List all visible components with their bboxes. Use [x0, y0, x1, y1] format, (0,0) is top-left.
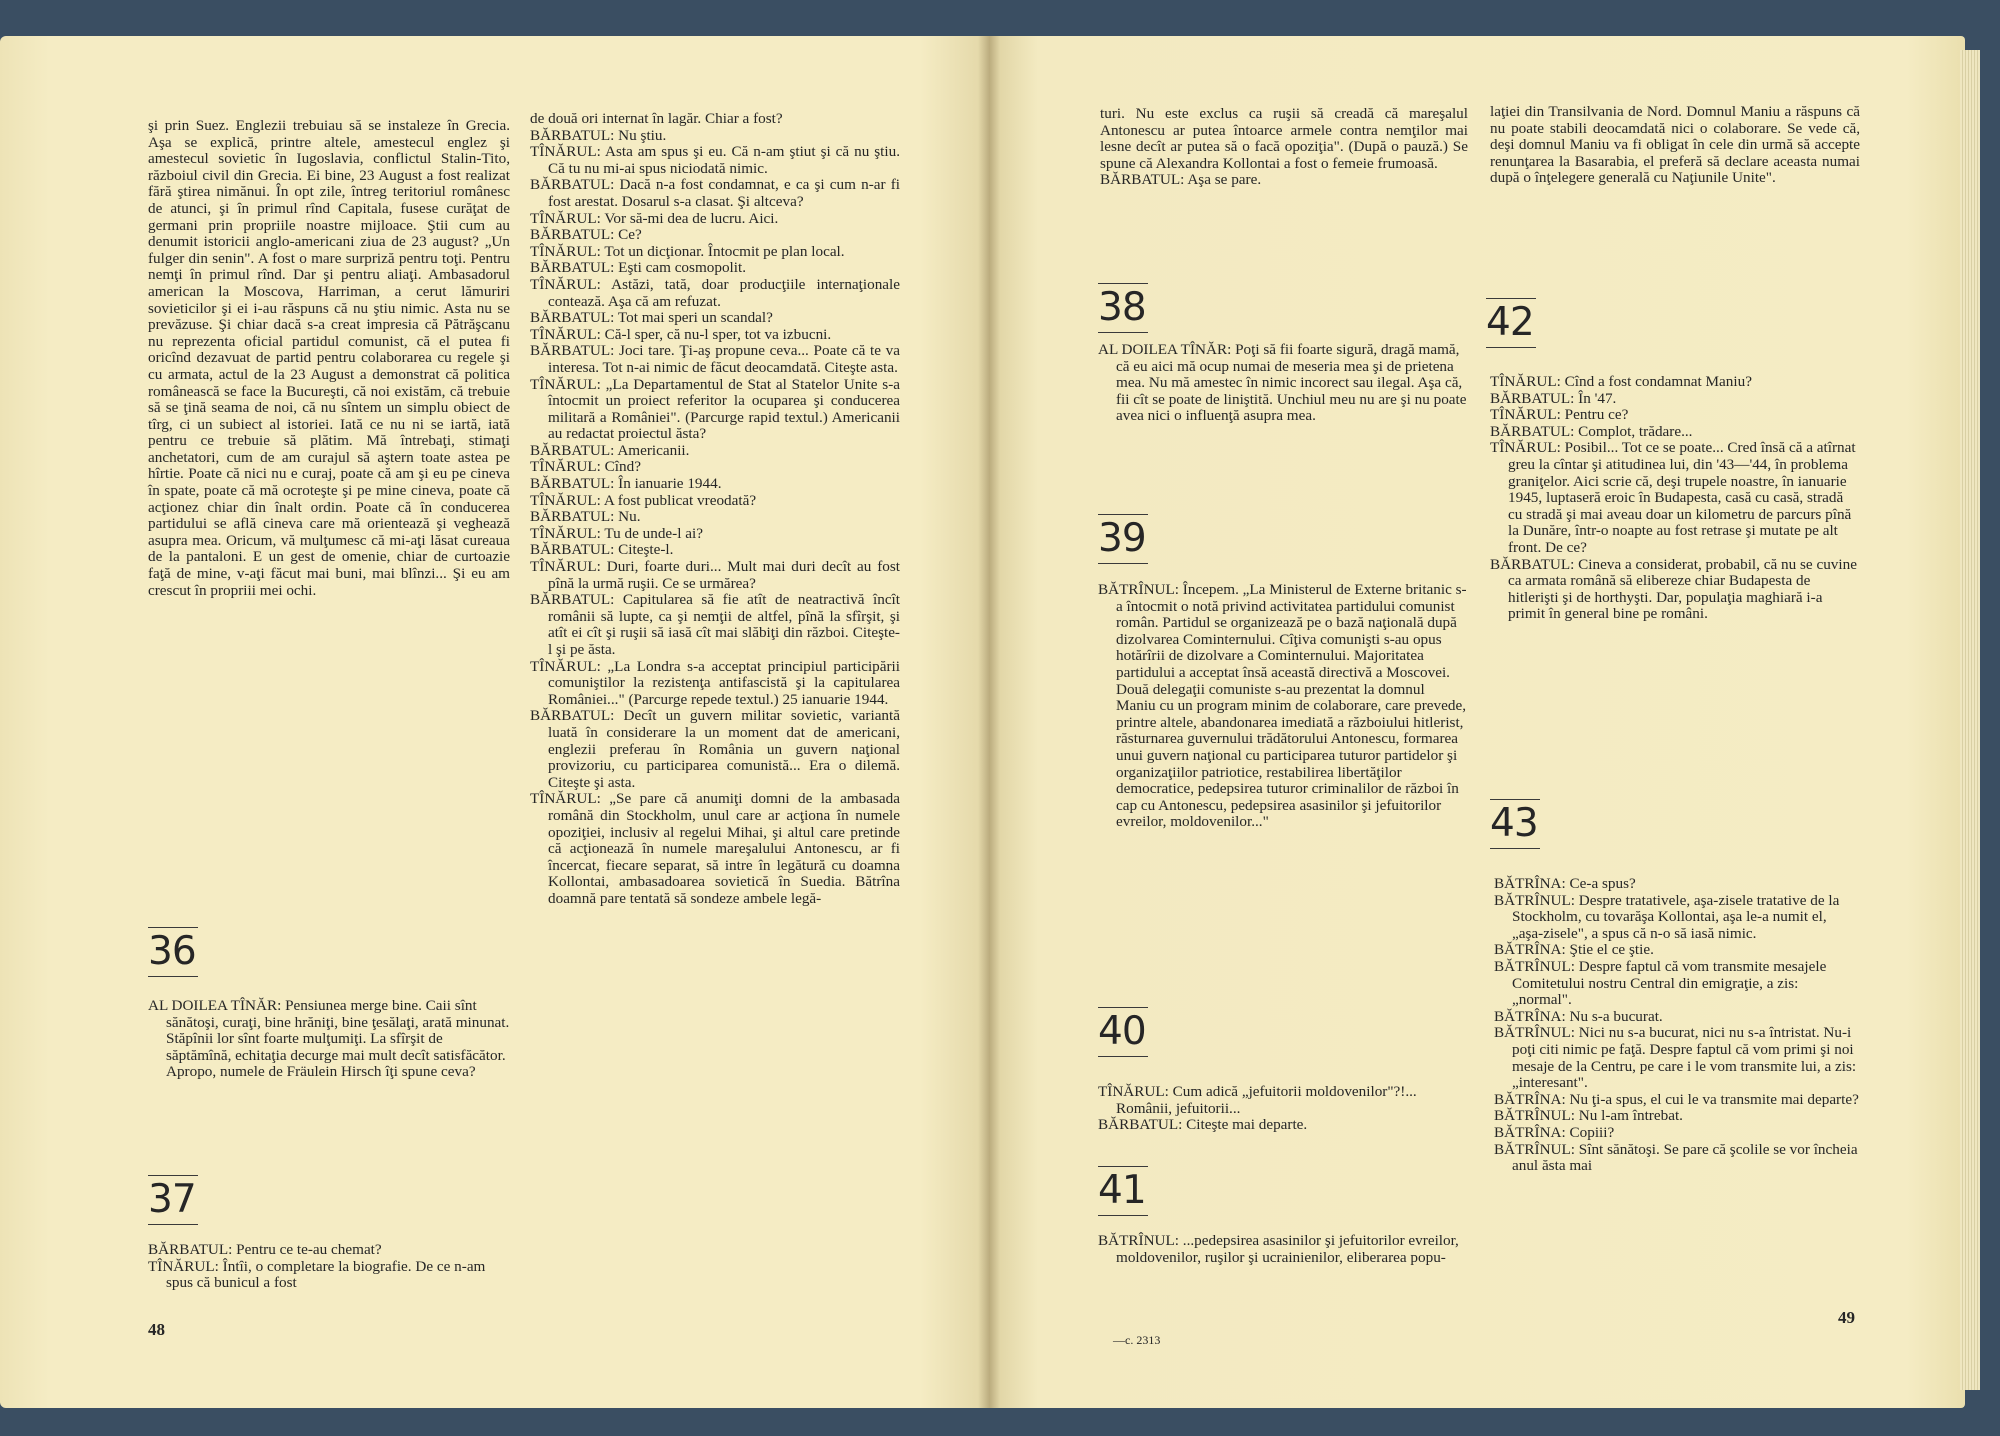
section-37-text — [148, 1242, 510, 1292]
section-43-text — [1494, 876, 1860, 1175]
dialogue-line: BĂRBATUL: În ianuarie 1944. — [530, 475, 722, 493]
dialogue-line: TÎNĂRUL: Că-l sper, că nu-l sper, tot va izbucni. — [530, 325, 832, 343]
dialogue-line: TÎNĂRUL: Tu de unde-l ai? — [530, 524, 703, 542]
dialogue-line: BĂRBATUL: Americanii. — [530, 441, 690, 459]
right-col1-top-paragraph: turi. Nu este exclus ca ruşii să creadă că mareşalul Antonescu ar putea întoarce armele contra nemţilor mai lesne decît ar putea să o facă opoziţia". (După o pauză.) Se spune că Alexandra Kollontai a fost o femeie frumoasă. — [1100, 105, 1468, 172]
dialogue-line: BĂRBATUL: Nu. — [530, 508, 641, 526]
section-42-text — [1490, 374, 1860, 623]
dialogue-line: TÎNĂRUL: Duri, foarte duri... Mult mai duri decît au fost pînă la urmă ruşii. Ce se urmărea? — [530, 558, 900, 592]
dialogue-line: TÎNĂRUL: „Se pare că anumiţi domni de la ambasada română din Stockholm, unul care ar acţiona în numele opoziţiei, inclusiv al regelui Mihai, şi altul care pretinde că acţionează în numele mareşalului Antonescu, ar fi încercat, fiecare separat, să intre în legătură cu doamna Kollontai, ambasadoarea sovietică în Suedia. Bătrîna doamnă pare tentată să sondeze ambele legă- — [530, 790, 900, 907]
footer-signature-mark: —c. 2313 — [1113, 1333, 1161, 1347]
dialogue-line: TÎNĂRUL: Cînd? — [530, 458, 641, 476]
dialogue-line: BĂTRÎNA: Ştie el ce ştie. — [1494, 941, 1654, 959]
section-39-text — [1098, 582, 1468, 831]
dialogue-line: TÎNĂRUL: „La Departamentul de Stat al Statelor Unite s-a întocmit un proiect referitor la ocuparea şi conducerea militară a României". (Parcurge rapid textul.) Americanii au redactat proiectul ăsta? — [530, 375, 900, 443]
page-edges — [1960, 50, 1980, 1390]
dialogue-line: BĂTRÎNUL: Despre faptul că vom transmite mesajele Comitetului nostru Central din emigraţie, a zis: „normal". — [1494, 957, 1827, 1009]
dialogue-line: BĂTRÎNUL: Nu l-am întrebat. — [1494, 1107, 1683, 1125]
section-number-42: 42 — [1486, 298, 1536, 348]
section-41-paragraph: BĂTRÎNUL: ...pedepsirea asasinilor şi jefuitorilor evreilor, moldovenilor, ruşilor şi ucrainienilor, eliberarea popu- — [1098, 1232, 1459, 1266]
dialogue-line: BĂTRÎNA: Nu ţi-a spus, el cui le va transmite mai departe? — [1494, 1090, 1859, 1108]
section-number-37: 37 — [148, 1175, 198, 1225]
left-col1-text — [148, 118, 510, 599]
section-40-line-1: TÎNĂRUL: Cum adică „jefuitorii moldovenilor"?!... Românii, jefuitorii... — [1098, 1083, 1417, 1117]
section-38-text — [1098, 342, 1468, 425]
dialogue-line: BĂTRÎNUL: Despre tratativele, aşa-zisele tratative de la Stockholm, cu tovarăşa Kollontai, aşa le-a numit el, „aşa-zisele", a spus că n-o să iasă nimic. — [1494, 891, 1840, 942]
section-41-text — [1098, 1233, 1468, 1266]
dialogue-line: BĂRBATUL: Ce? — [530, 226, 642, 244]
section-number-39: 39 — [1098, 514, 1148, 564]
right-col2-top — [1490, 104, 1860, 187]
dialogue-line: TÎNĂRUL: Posibil... Tot ce se poate... Cred însă că a atîrnat greu la cîntar şi atitudinea lui, din '43—'44, în problema graniţelor. Aici scrie că, deşi trupele noastre, în ianuarie 1945, luptaseră eroic în Budapesta, casă cu casă, stradă cu stradă şi mai aveau doar un kilometru de parcurs pînă la Dunăre, într-o noapte au fost retrase şi mutate pe alt front. De ce? — [1490, 439, 1856, 556]
dialogue-line: BĂTRÎNUL: Sînt sănătoşi. Se pare că şcolile se vor încheia anul ăsta mai — [1494, 1140, 1858, 1175]
section-number-36: 36 — [148, 927, 198, 977]
dialogue-line: BĂRBATUL: Dacă n-a fost condamnat, e ca şi cum n-ar fi fost arestat. Dosarul s-a clasat. Şi altceva? — [530, 176, 900, 210]
section-37-line-1: BĂRBATUL: Pentru ce te-au chemat? — [148, 1241, 382, 1258]
dialogue-line: BĂRBATUL: În '47. — [1490, 389, 1617, 407]
right-col2-top-paragraph: laţiei din Transilvania de Nord. Domnul Maniu a răspuns că nu poate stabili deocamdată nici o colaborare. Se vede că, deşi domnul Maniu va fi obligat în cele din urmă să accepte renunţarea la Basarabia, el preferă să declare aceasta numai după o înţelegere generală cu Naţiunile Unite". — [1490, 103, 1860, 187]
dialogue-line: BĂRBATUL: Complot, trădare... — [1490, 422, 1693, 440]
section-number-41: 41 — [1098, 1166, 1148, 1216]
dialogue-line: TÎNĂRUL: Asta am spus şi eu. Că n-am ştiut şi că nu ştiu. Că tu nu mi-ai spus niciodată nimic. — [530, 143, 900, 177]
section-40-text — [1098, 1084, 1468, 1134]
section-36-paragraph: AL DOILEA TÎNĂR: Pensiunea merge bine. Caii sînt sănătoşi, curaţi, bine hrăniţi, bine ţesălaţi, arată minunat. Stăpînii lor sînt foarte mulţumiţi. La sfîrşit de săptămînă, echitaţia decurge mai mult decît satisfăcător. Apropo, numele de Fräulein Hirsch îţi spune ceva? — [148, 997, 510, 1081]
dialogue-line: TÎNĂRUL: Pentru ce? — [1490, 406, 1629, 424]
dialogue-line: BĂRBATUL: Capitularea să fie atît de neatractivă încît românii să lupte, ca şi nemţii de altfel, pînă la sfîrşit, şi atît ei cît şi ruşii să iasă cît mai slăbiţi din război. Citeşte-l şi pe ăsta. — [530, 591, 900, 658]
section-number-38: 38 — [1098, 283, 1148, 333]
right-col1-top — [1100, 106, 1468, 189]
dialogue-line: BĂTRÎNA: Copiii? — [1494, 1123, 1615, 1141]
dialogue-line: BĂRBATUL: Cineva a considerat, probabil, că nu se cuvine ca armata română să elibereze chiar Budapesta de hitlerişti şi de horthyşti. Dar, populaţia maghiară i-a primit în general bine pe români. — [1490, 555, 1857, 623]
section-number-43: 43 — [1490, 799, 1540, 849]
dialogue-line: TÎNĂRUL: „La Londra s-a acceptat principiul participării comuniştilor la rezistenţa antifascistă şi la capitularea României..." (Parcurge repede textul.) 25 ianuarie 1944. — [530, 657, 900, 708]
book-gutter — [978, 36, 1000, 1408]
dialogue-line: TÎNĂRUL: Vor să-mi dea de lucru. Aici. — [530, 209, 779, 227]
dialogue-line: BĂRBATUL: Tot mai speri un scandal? — [530, 309, 773, 327]
section-36-text — [148, 998, 510, 1081]
page-number-right: 49 — [1838, 1308, 1855, 1327]
dialogue-line: de două ori internat în lagăr. Chiar a fost? — [530, 110, 783, 127]
section-39-paragraph: BĂTRÎNUL: Începem. „La Ministerul de Externe britanic s-a întocmit o notă privind activitatea partidului comunist român. Partidul se organizează pe o bază naţională după dizolvarea Cominternului. Cîţiva comunişti s-au opus hotărîrii de dizolvare a Cominternului. Majoritatea partidului a acceptat însă această directivă a Moscovei. Două delegaţii comuniste s-au prezentat la domnul Maniu cu un program minim de colaborare, care prevede, printre altele, abandonarea imediată a războiului hitlerist, răsturnarea guvernului trădătorului Antonescu, formarea unui guvern naţional cu participarea tuturor partidelor şi organizaţiilor patriotice, restabilirea libertăţilor democratice, pedepsirea tuturor criminalilor de război în cap cu Antonescu, pedepsirea asasinilor şi jefuitorilor evreilor, moldovenilor..." — [1098, 581, 1467, 831]
dialogue-line: BĂTRÎNA: Ce-a spus? — [1494, 875, 1636, 892]
dialogue-line: BĂTRÎNUL: Nici nu s-a bucurat, nici nu s-a întristat. Nu-i poţi citi nimic pe faţă. Despre faptul că vom primi şi noi mesaje de la Centru, pe care i le vom transmite lui, a zis: „interesant". — [1494, 1024, 1857, 1092]
dialogue-line: BĂRBATUL: Nu ştiu. — [530, 126, 667, 144]
dialogue-line: TÎNĂRUL: Cînd a fost condamnat Maniu? — [1490, 373, 1752, 390]
left-col1-paragraph: şi prin Suez. Englezii trebuiau să se instaleze în Grecia. Aşa se explică, printre altele, amestecul englez şi amestecul sovietic în Iugoslavia, conflictul Stalin-Tito, războiul civil din Grecia. Ei bine, 23 August a fost realizat fără ştirea nimănui. În opt zile, întreg teritoriul românesc de atunci, şi în primul rînd Capitala, fusese curăţat de germani prin propriile noastre mijloace. Ştii cum au denumit istoricii anglo-americani ziua de 23 august? „Un fulger din senin". A fost o mare surpriză pentru toţi. Pentru nemţi în primul rînd. Dar şi pentru aliaţi. Ambasadorul american la Moscova, Harriman, a cerut lămuriri sovieticilor şi ei i-au răspuns că nu ştiu nimic. Asta nu se prevăzuse. Şi chiar dacă s-a creat impresia că Pătrăşcanu nu reprezenta oficial partidul comunist, că el putea fi oricînd dezavuat de partid pentru colaborarea cu regele şi cu armata, actul de la 23 August a demonstrat că politica românească se face la Bucureşti, că noi existăm, că trebuie să se ţină seama de noi, că nu sîntem un simplu obiect de tîrg, ci un subiect al istoriei. Iată ce nu ni se iartă, iată pentru ce trebuie să plătim. Mă întrebaţi, stimaţi anchetatori, cum de am curajul să aştern toate astea pe hîrtie. Poate că nici nu e curaj, poate că am şi eu pe cineva în spate, poate că mă ocroteşte şi pe mine cineva, poate că acţionez chiar din înalt ordin. Poate că în conducerea partidului se află cineva care mă orientează şi veghează asupra mea. Oricum, vă mulţumesc că mi-aţi lăsat cureaua de la pantaloni. E un gest de omenie, chiar de curtoazie faţă de mine, v-aţi făcut mai buni, mai blînzi... Şi eu am crescut în propriii mei ochi. — [148, 117, 510, 599]
dialogue-line: BĂRBATUL: Eşti cam cosmopolit. — [530, 259, 746, 277]
dialogue-line: BĂTRÎNA: Nu s-a bucurat. — [1494, 1007, 1663, 1025]
dialogue-line: TÎNĂRUL: Tot un dicţionar. Întocmit pe plan local. — [530, 242, 845, 260]
dialogue-line: TÎNĂRUL: A fost publicat vreodată? — [530, 491, 757, 509]
page-number-left: 48 — [148, 1320, 165, 1339]
left-col2-text — [530, 111, 900, 908]
section-37-line-2: TÎNĂRUL: Întîi, o completare la biografie. De ce n-am spus că bunicul a fost — [148, 1257, 486, 1292]
dialogue-line: BĂRBATUL: Decît un guvern militar sovietic, variantă luată în considerare la un moment dat de americani, englezii preferau în România un guvern naţional provizoriu, cu participarea comunistă... Era o dilemă. Citeşte şi asta. — [530, 707, 900, 791]
section-40-line-2: BĂRBATUL: Citeşte mai departe. — [1098, 1116, 1308, 1134]
dialogue-line: TÎNĂRUL: Astăzi, tată, doar producţiile internaţionale contează. Aşa că am refuzat. — [530, 275, 900, 310]
section-number-40: 40 — [1098, 1007, 1148, 1057]
section-38-paragraph: AL DOILEA TÎNĂR: Poţi să fii foarte sigură, dragă mamă, că eu aici mă ocup numai de meseria mea şi de prietena mea. Nu mă amestec în nimic incorect sau ilegal. Aşa că, fii cît se poate de liniştită. Unchiul meu nu are şi nu poate avea nici o influenţă asupra mea. — [1098, 341, 1467, 425]
dialogue-line: BĂRBATUL: Joci tare. Ţi-aş propune ceva... Poate că te va interesa. Tot n-ai nimic de făcut deocamdată. Citeşte asta. — [530, 342, 900, 376]
dialogue-line: BĂRBATUL: Aşa se pare. — [1100, 171, 1262, 189]
dialogue-line: BĂRBATUL: Citeşte-l. — [530, 541, 674, 559]
